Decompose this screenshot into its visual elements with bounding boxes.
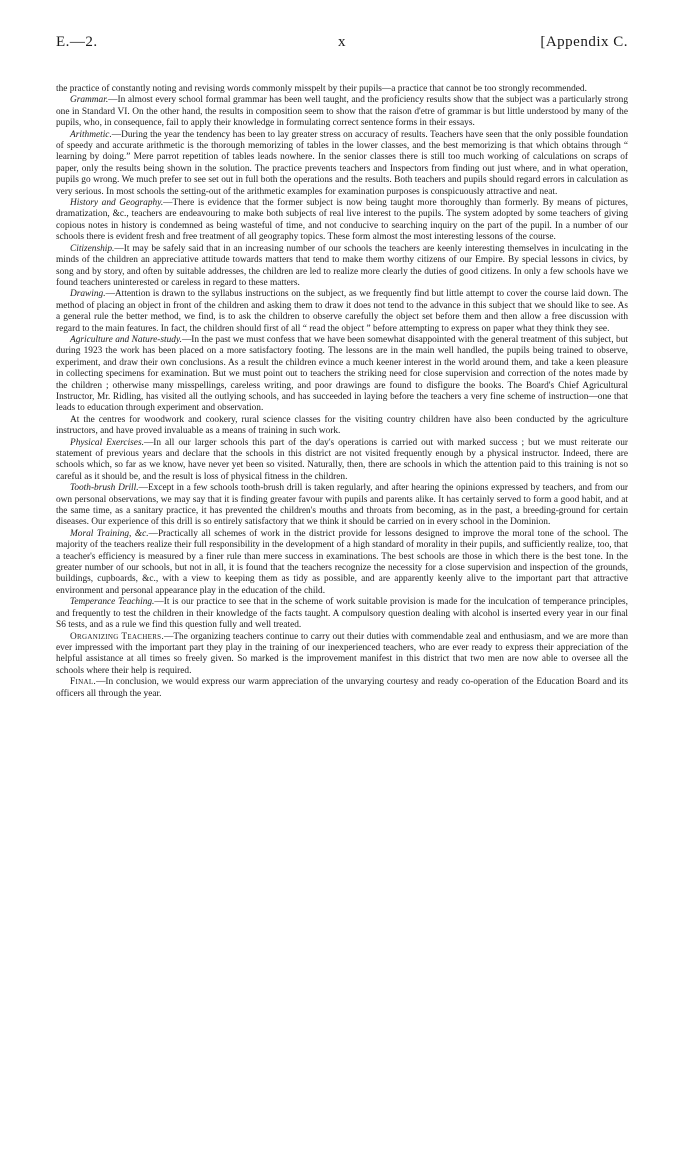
paragraph-temperance: Temperance Teaching.—It is our practice to see that in the scheme of work suitable provision is made for the inculcation of temperance principles, and frequently to test the children in their knowledge of the facts taught. A compulsory question dealing with alcohol is inserted every year in our final S6 tests, and as a rule we find this question fully and well treated. (56, 597, 628, 631)
paragraph-organizing-teachers: Organizing Teachers.—The organizing teachers continue to carry out their duties with commendable zeal and enthusiasm, and we are more than ever impressed with the important part they play in the training of our inexperienced teachers, who are ever ready to express their appreciation of the helpful assistance at all times so freely given. So marked is the improvement manifest in this district that two men are now able to oversee all the schools where their help is required. (56, 631, 629, 676)
paragraph-history-geography: History and Geography.—There is evidence that the former subject is now being taught more thoroughly than formerly. By means of pictures, dramatization, &c., teachers are endeavouring to make both subjects of real live interest to the pupils. The system adopted by some teachers of giving copious notes in history is condemned as being wasteful of time, and not conducive to searching inquiry on the part of the pupil. In a number of our schools there is evident fresh and free treatment of all geography topics. These form almost the most interesting lessons of the course. (56, 198, 629, 243)
heading-moral-training: Moral Training, &c. (70, 528, 149, 539)
paragraph-spelling-continued: the practice of constantly noting and revising words commonly misspelt by their pupils—a practice that cannot be too strongly recommended. (56, 84, 587, 94)
heading-history-geography: History and Geography. (70, 198, 164, 209)
paragraph-physical-exercises: Physical Exercises.—In all our larger schools this part of the day's operations is carried out with marked success ; but we must reiterate our statement of previous years and declare that the schools in this district are not visited frequently enough by a physical instructor. Indeed, there are schools which, so far as we know, have never yet been so visited. Naturally, then, there are schools in which the attention paid to this training is not so careful as it should be, and the result is loss of physical fitness in the children. (56, 437, 628, 482)
heading-tooth-brush-drill: Tooth-brush Drill. (70, 483, 139, 494)
paragraph-rural-science: At the centres for woodwork and cookery, rural science classes for the visiting country children have also been conducted by the agriculture instructors, and have proved invaluable as a means of training in such work. (56, 414, 628, 437)
report-body (56, 84, 628, 700)
paragraph-arithmetic: Arithmetic.—During the year the tendency has been to lay greater stress on accuracy of results. Teachers have seen that the only possible foundation of speedy and accurate arithmetic is the thorough memorizing of tables in the lower classes, and the best memorizing is that which obtains through “ learning by doing.” Mere parrot repetition of tables leads nowhere. In the senior classes there is still too much working of calculations on scraps of paper, only the results being shown in the solution. The practice prevents teachers and Inspectors from finding out just where, and in what operation, pupils go wrong. We much prefer to see set out in full both the operations and the results. Both teachers and pupils should regard errors in calculation as very serious. In most schools the setting-out of the arithmetic examples for examination purposes is conspicuously attractive and neat. (56, 129, 628, 197)
paragraph-citizenship: Citizenship.—It may be safely said that in an increasing number of our schools the teachers are keenly interesting themselves in inculcating in the minds of the children an appreciative attitude towards matters that tend to make them worthy citizens of our Empire. By special lessons in civics, by song and by story, and often by suitable addresses, the children are led to realize more clearly the duties of good citizens. In only a few schools have we found teachers uninterested or careless in regard to these matters. (56, 243, 628, 288)
paragraph-final: Final.—In conclusion, we would express our warm appreciation of the unvarying courtesy and ready co-operation of the Education Board and its officers all through the year. (56, 677, 628, 699)
paragraph-grammar: Grammar.—In almost every school formal grammar has been well taught, and the proficiency results show that the subject was a particularly strong one in Standard VI. On the other hand, the results in composition seem to show that the raison d'etre of grammar is but little understood by many of the pupils, who, in consequence, fail to apply their knowledge in formulating correct sentence forms in their essays. (56, 95, 628, 129)
heading-citizenship: Citizenship. (70, 243, 115, 254)
header-appendix-label: [Appendix C. (540, 34, 628, 50)
page-header (56, 30, 628, 56)
heading-final: Final. (70, 677, 97, 688)
header-page-number: x (338, 34, 346, 50)
heading-physical-exercises: Physical Exercises. (70, 437, 144, 448)
heading-temperance: Temperance Teaching. (70, 597, 155, 608)
heading-drawing: Drawing. (70, 289, 106, 300)
paragraph-tooth-brush-drill: Tooth-brush Drill.—Except in a few schools tooth-brush drill is taken regularly, and after hearing the opinions expressed by teachers, and from our own personal observations, we may say that it is finding greater favour with pupils and parents alike. It has certainly served to form a good habit, and at the same time, as a sanitary practice, it has prevented the children's mouths and throats from becoming, as in the past, a breeding-ground for certain diseases. Our experience of this drill is so entirely satisfactory that we think it should be carried on in every school in the Dominion. (56, 483, 628, 528)
heading-agriculture: Agriculture and Nature-study. (70, 334, 182, 345)
paragraph-agriculture: Agriculture and Nature-study.—In the past we must confess that we have been somewhat disappointed with the general treatment of this subject, but during 1923 the work has been placed on a more satisfactory footing. The lessons are in the main well handled, the pupils being trained to observe, experiment, and draw their own conclusions. As a result the children evince a much keener interest in the world around them, and take a keen pleasure in collecting specimens for examination. But we must point out to teachers the striking need for close supervision and correction of the notes made by the children ; otherwise many misspellings, careless writing, and poor drawings are found to disfigure the books. The Board's Chief Agricultural Instructor, Mr. Ridling, has visited all the outlying schools, and has succeeded in laying before the teachers a very fine scheme of instruction—one that leads to education through experiment and observation. (56, 334, 628, 414)
header-report-code: E.—2. (56, 34, 98, 50)
heading-organizing-teachers: Organizing Teachers. (70, 631, 164, 642)
paragraph-moral-training: Moral Training, &c.—Practically all schemes of work in the district provide for lessons designed to improve the moral tone of the school. The majority of the teachers realize their full responsibility in the development of a high standard of morality in their pupils, and sufficiently realize, too, that a teacher's efficiency is measured by a finer rule than mere success in examinations. The best schools are those in which there is the best tone. In the greater number of our schools, but not in all, it is found that the teachers recognize the necessity for a close supervision and inspection of the grounds, buildings, cupboards, &c., with a view to keeping them as tidy as possible, and are apparently keenly alive to the important part that attractive environment and personal appearance play in the education of the child. (56, 528, 628, 596)
document-page (56, 30, 628, 700)
heading-arithmetic: Arithmetic. (70, 129, 112, 140)
heading-grammar: Grammar. (70, 95, 109, 106)
paragraph-drawing: Drawing.—Attention is drawn to the syllabus instructions on the subject, as we frequently find but little attempt to cover the course laid down. The method of placing an object in front of the children and asking them to draw it does not tend to the advance in this subject that we should like to see. As a general rule the better method, we find, is to ask the children to observe carefully the object set before them and then allow a free discussion with regard to the main features. In fact, the children should first of all “ read the object ” before attempting to express on paper what they think they see. (56, 289, 628, 334)
